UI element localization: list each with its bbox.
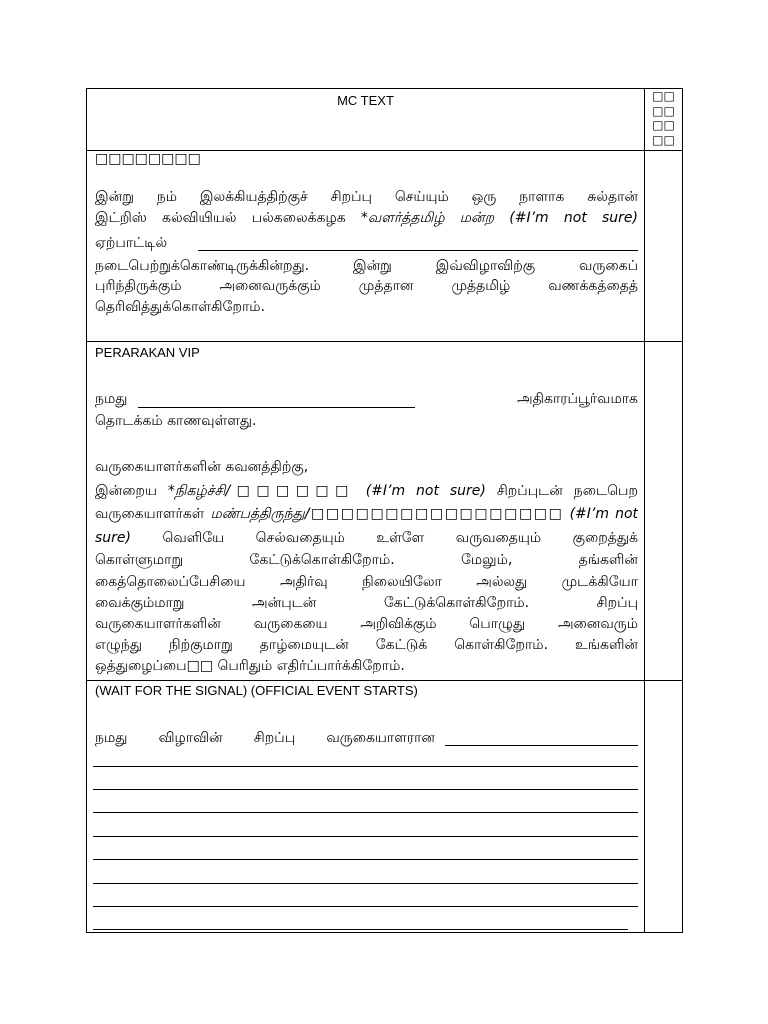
section-heading: PERARAKAN VIP bbox=[95, 345, 200, 360]
paragraph-line: நமது விழாவின் சிறப்பு வருகையாளரான bbox=[95, 730, 435, 746]
procession-side-cell bbox=[644, 341, 683, 681]
paragraph-line: தெரிவித்துக்கொள்கிறோம். bbox=[95, 299, 266, 315]
line-text: இன்றைய bbox=[95, 483, 157, 499]
section-heading: □□□□□□□□ bbox=[95, 151, 201, 167]
placeholder-glyph-row: □□ bbox=[652, 89, 675, 103]
paragraph-line: ஒத்துழைப்பை□□ பெரிதும் எதிர்ப்பார்க்கிறோம். bbox=[95, 658, 405, 674]
section-heading: (WAIT FOR THE SIGNAL) (OFFICIAL EVENT STARTS) bbox=[95, 683, 418, 698]
paragraph-line: கொள்ளுமாறு கேட்டுக்கொள்கிறோம். மேலும், தங்களின் bbox=[95, 552, 638, 568]
uncertain-note: *நிகழ்ச்சி/□□□□□□ (#I’m not sure) bbox=[167, 483, 486, 499]
fill-in-blank-line bbox=[445, 745, 638, 746]
paragraph-line: வருகையாளர்களின் வருகையை அறிவிக்கும் பொழுது அனைவரும் bbox=[95, 616, 638, 632]
fill-in-blank-line bbox=[93, 906, 638, 907]
paragraph-line: ஏற்பாட்டில் bbox=[95, 235, 168, 251]
line-text: இட்றிஸ் கல்வியியல் பல்கலைக்கழக bbox=[95, 210, 346, 226]
uncertain-note: sure) bbox=[95, 530, 131, 546]
uncertain-note: *வளர்த்தமிழ் மன்ற (#I’m not sure) bbox=[360, 210, 638, 226]
event-cell bbox=[86, 680, 645, 933]
fill-in-blank-line bbox=[93, 836, 638, 837]
header-side-cell bbox=[644, 88, 683, 151]
paragraph-line: நமது bbox=[95, 391, 128, 407]
fill-in-blank-line bbox=[93, 789, 638, 790]
placeholder-glyph-row: □□ bbox=[652, 103, 675, 118]
opening-cell bbox=[86, 150, 645, 342]
placeholder-glyphs bbox=[645, 89, 682, 147]
uncertain-note: மண்பத்திருந்து/□□□□□□□□□□□□□□□□□ (#I’m not bbox=[210, 506, 638, 522]
opening-side-cell bbox=[644, 150, 683, 342]
paragraph-line bbox=[95, 209, 638, 227]
line-text: வெளியே செல்வதையும் உள்ளே வருவதையும் குறைத்துக் bbox=[162, 530, 638, 546]
paragraph-line bbox=[95, 482, 638, 500]
paragraph-line-end: அதிகாரப்பூர்வமாக bbox=[516, 391, 638, 407]
paragraph-line: கைத்தொலைப்பேசியை அதிர்வு நிலையிலோ அல்லது முடக்கியோ bbox=[95, 574, 638, 590]
table-title: MC TEXT bbox=[337, 93, 394, 108]
paragraph-line: வருகையாளர்களின் கவனத்திற்கு, bbox=[95, 459, 309, 475]
placeholder-glyph-row: □□ bbox=[652, 118, 675, 132]
fill-in-blank-line bbox=[198, 250, 638, 251]
line-text: வருகையாளர்கள் bbox=[95, 506, 205, 522]
fill-in-blank-line bbox=[93, 929, 628, 930]
paragraph-line: இன்று நம் இலக்கியத்திற்குச் சிறப்பு செய்யும் ஒரு நாளாக சுல்தான் bbox=[95, 189, 638, 205]
paragraph-line bbox=[95, 505, 638, 523]
placeholder-glyph-row: □□ bbox=[652, 132, 675, 147]
paragraph-line bbox=[95, 529, 638, 547]
fill-in-blank-line bbox=[93, 766, 638, 767]
paragraph-line: எழுந்து நிற்குமாறு தாழ்மையுடன் கேட்டுக் கொள்கிறோம். உங்களின் bbox=[95, 637, 638, 653]
fill-in-blank-line bbox=[93, 812, 638, 813]
paragraph-line: வைக்கும்மாறு அன்புடன் கேட்டுக்கொள்கிறோம். சிறப்பு bbox=[95, 595, 638, 611]
paragraph-line: புரிந்திருக்கும் அனைவருக்கும் முத்தான முத்தமிழ் வணக்கத்தைத் bbox=[95, 278, 638, 294]
event-side-cell bbox=[644, 680, 683, 933]
paragraph-line: தொடக்கம் காணவுள்ளது. bbox=[95, 413, 257, 429]
fill-in-blank-line bbox=[93, 859, 638, 860]
line-text: சிறப்புடன் நடைபெற bbox=[496, 483, 638, 499]
fill-in-blank-line bbox=[93, 883, 638, 884]
header-title-cell bbox=[86, 88, 645, 151]
fill-in-blank-line bbox=[138, 407, 415, 408]
procession-cell bbox=[86, 341, 645, 681]
paragraph-line: நடைபெற்றுக்கொண்டிருக்கின்றது. இன்று இவ்விழாவிற்கு வருகைப் bbox=[95, 258, 638, 274]
